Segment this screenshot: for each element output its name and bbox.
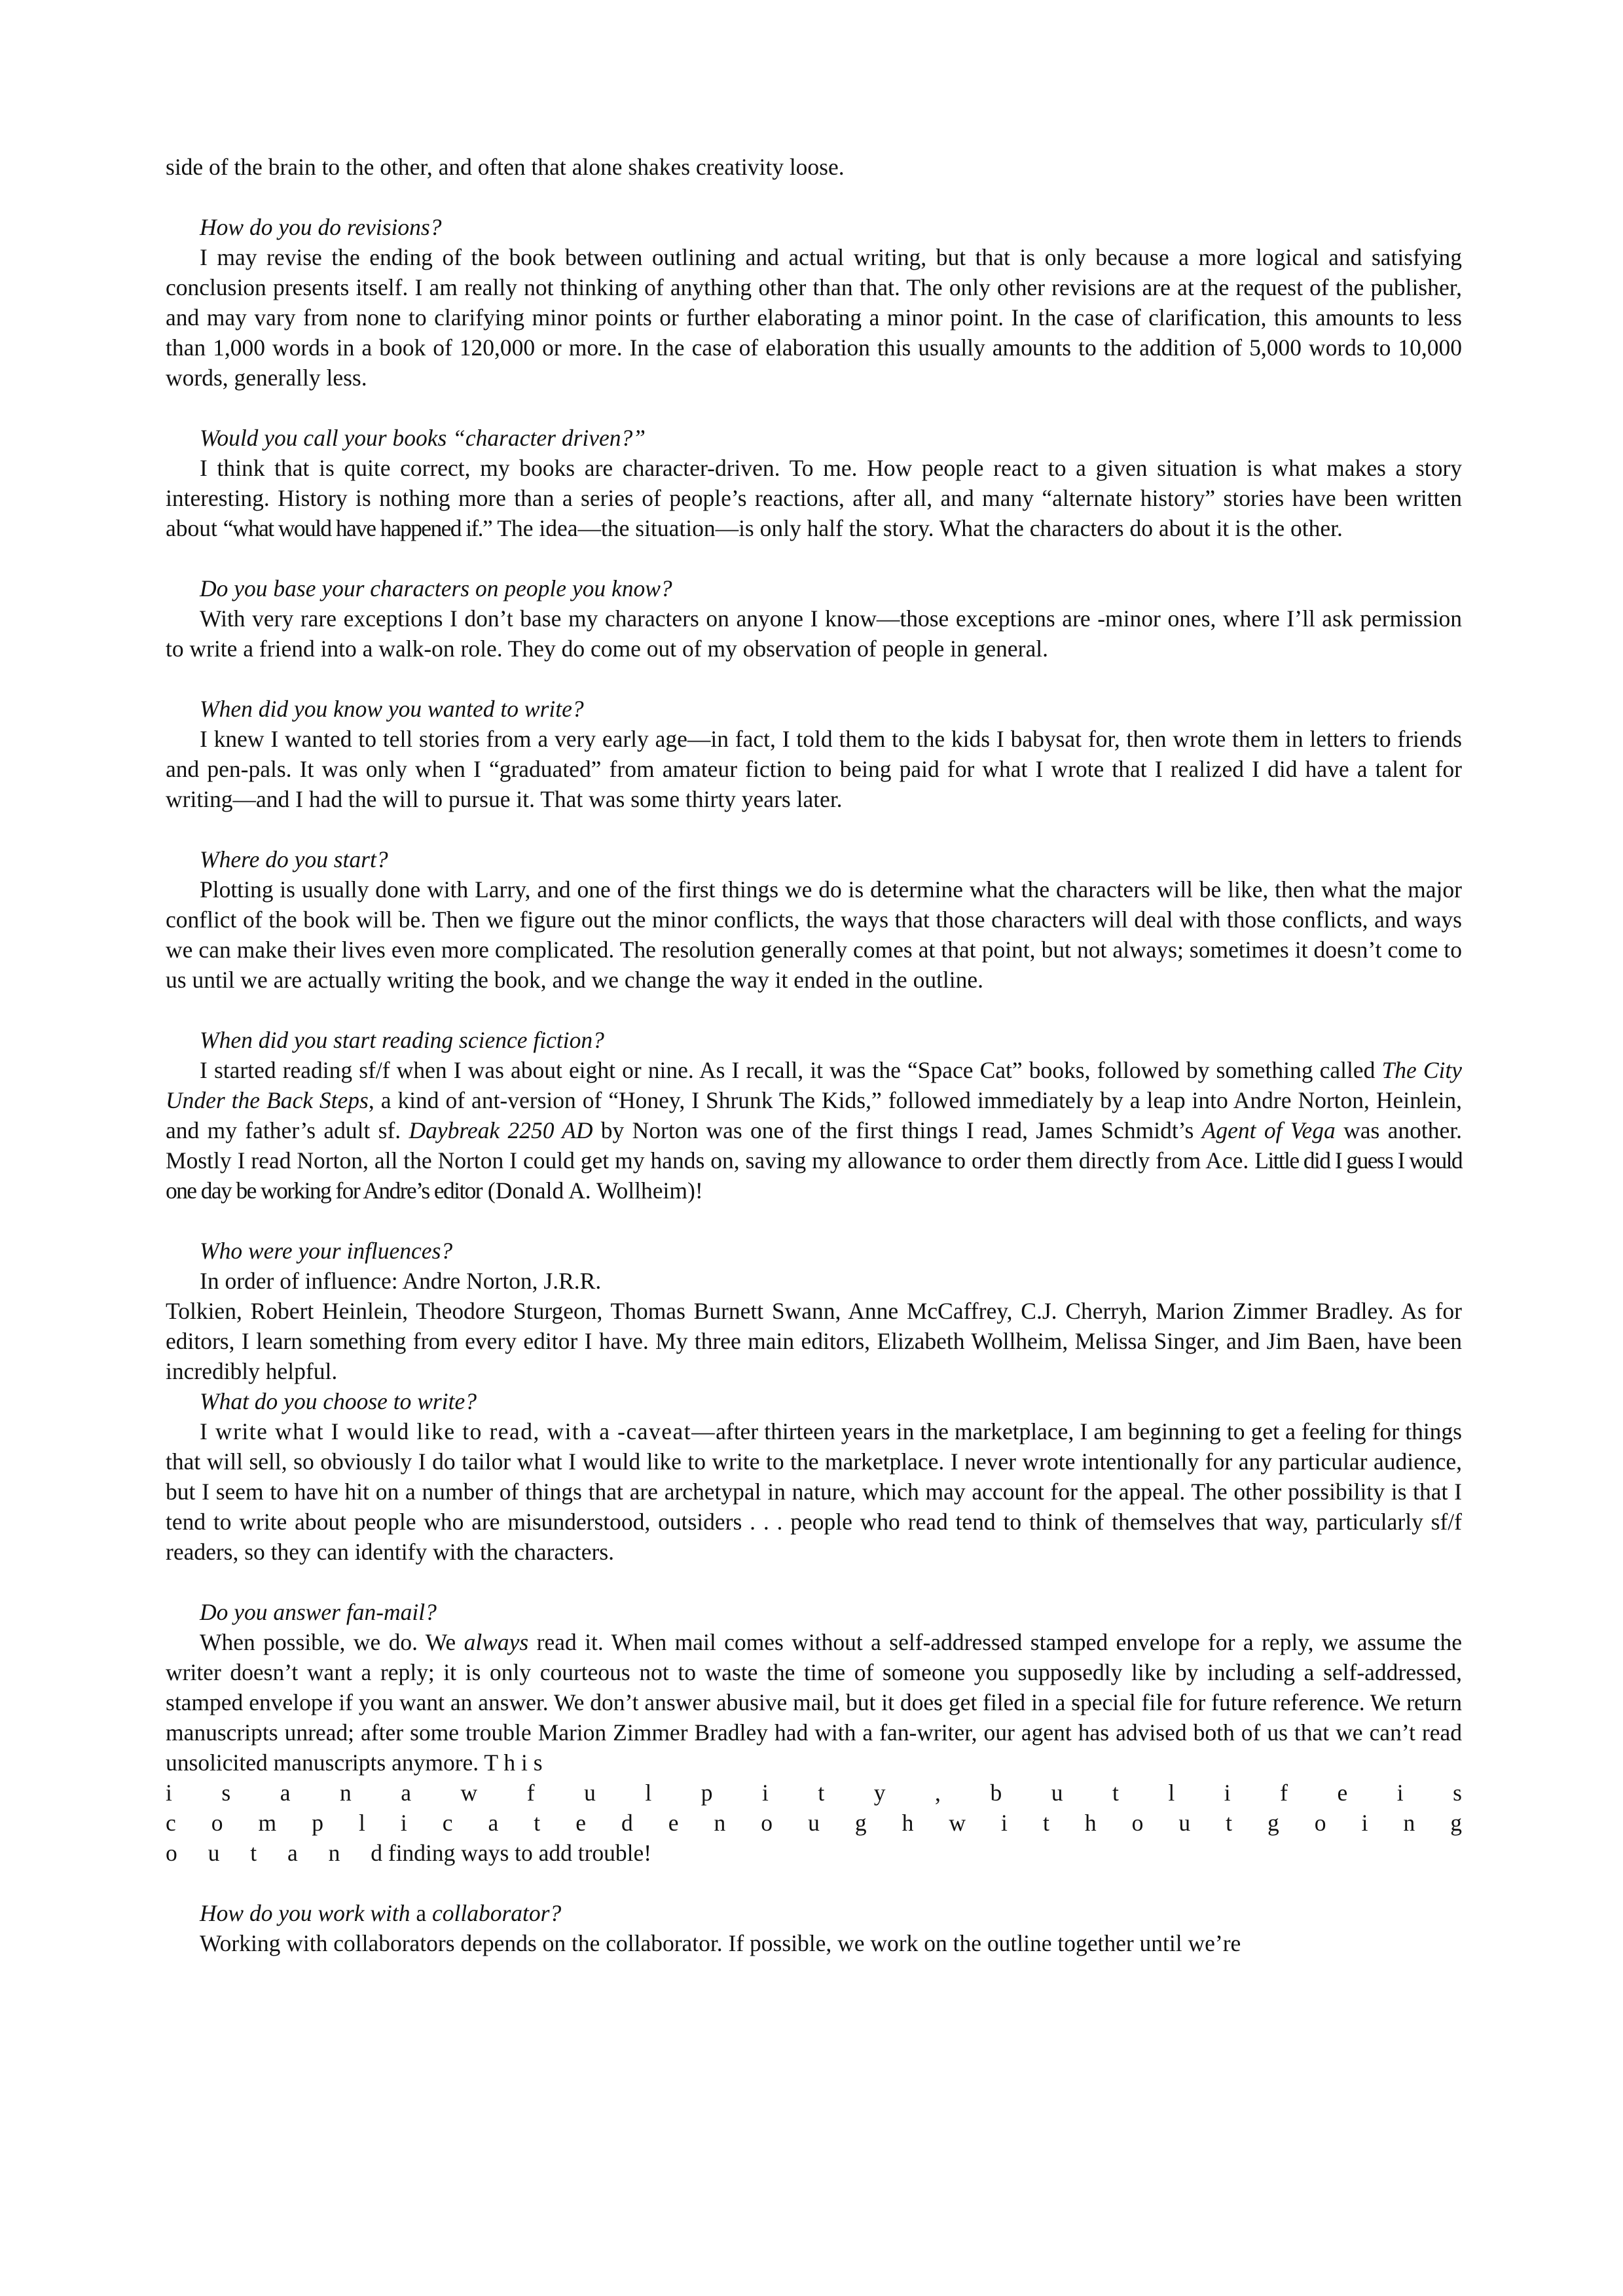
answer-text-condensed: “what would have happened if.” — [223, 515, 492, 541]
question-reading-sf: When did you start reading science fiction? — [200, 1027, 604, 1053]
document-page — [166, 152, 1462, 1958]
answer-reading-sf — [166, 1055, 1462, 1206]
book-title: Daybreak 2250 AD — [409, 1117, 593, 1143]
paragraph-gap — [166, 1868, 1462, 1898]
answer-fan-mail-last-line — [166, 1838, 1462, 1868]
question-text-roman: a — [416, 1900, 427, 1926]
paragraph-gap — [166, 1567, 1462, 1597]
answer-revisions: I may revise the ending of the book between outlining and actual writing, but that is only because a more logical and satisfying conclusion presents itself. I am really not thinking of anything other than that. The only other revisions are at the request of the publisher, and may vary from none to clarifying minor points or further elaborating a minor point. In the case of clarification, this amounts to less than 1,000 words in a book of 120,000 or more. In the case of elaboration this usually amounts to the addition of 5,000 words to 10,000 words, generally less. — [166, 244, 1462, 391]
answer-wanted-to-write: I knew I wanted to tell stories from a very early age—in fact, I told them to the kids I babysat for, then wrote them in letters to friends and pen-pals. It was only when I “graduated” from amateur fiction to being paid for what I wrote that I realized I did have a talent for writing—and I had the will to pursue it. That was some thirty years later. — [166, 726, 1462, 812]
answer-text-spread: o u t a n d — [166, 1840, 382, 1866]
answer-fan-mail — [166, 1627, 1462, 1778]
question-wanted-to-write: When did you know you wanted to write? — [200, 696, 584, 722]
answer-text: after thirteen years in the marketplace, I am beginning to get a feeling for things that will sell, so obviously I do tailor what I would like to write to the marketplace. I never wrote intentionally for any particular audience, but I seem to have hit on a number of things that are archetypal in nature, which may account for the appeal. The other possibility is that I tend to write about people who are misunderstood, outsiders . . . people who read tend to think of themselves that way, particularly sf/f readers, so they can identify with the characters. — [166, 1418, 1462, 1565]
answer-text-spread: T h i s — [484, 1749, 543, 1776]
book-title: Agent of Vega — [1201, 1117, 1336, 1143]
question-base-characters: Do you base your characters on people you know? — [200, 575, 672, 601]
answer-fan-mail-spread-line: i s a n a w f u l p i t y , b u t l i f e i s — [166, 1780, 1462, 1806]
paragraph-gap — [166, 182, 1462, 212]
intro-paragraph: side of the brain to the other, and often that alone shakes creativity loose. — [166, 154, 845, 180]
question-text: How do you work with — [200, 1900, 416, 1926]
answer-collaborator: Working with collaborators depends on the collaborator. If possible, we work on the outline together until we’re — [200, 1930, 1241, 1956]
answer-fan-mail-spread-line: c o m p l i c a t e d e n o u g h w i t h o u t g o i n g — [166, 1810, 1462, 1836]
answer-text: I think that is quite correct, my books are character-driven. To me. How people react to a given situation is what makes a story interesting. History is nothing more than a series of people’s reactions, after all, and many “alternate history” stories have been written about — [166, 455, 1462, 541]
answer-where-start: Plotting is usually done with Larry, and one of the first things we do is determine what the characters will be like, then what the major conflict of the book will be. Then we figure out the minor conflicts, the ways that those characters will deal with those conflicts, and ways we can make their lives even more complicated. The resolution generally comes at that point, but not always; sometimes it doesn’t come to us until we are actually writing the book, and we change the way it ended in the outline. — [166, 876, 1462, 993]
book-title: The City Under the Back Steps — [166, 1057, 1462, 1113]
paragraph-gap — [166, 814, 1462, 844]
question-choose-to-write: What do you choose to write? — [200, 1388, 477, 1414]
answer-text: was another. Mostly I read Norton, all the Norton I could get my hands on, saving my allowance to order them directly from Ace. — [166, 1117, 1462, 1174]
answer-text: finding ways to add trouble! — [382, 1840, 652, 1866]
paragraph-gap — [166, 1206, 1462, 1236]
question-character-driven: Would you call your books “character driven?” — [200, 425, 646, 451]
answer-text: (Donald A. Wollheim)! — [482, 1177, 703, 1204]
paragraph-gap — [166, 995, 1462, 1025]
question-where-start: Where do you start? — [200, 846, 388, 872]
question-collaborator — [166, 1898, 1462, 1928]
paragraph-gap — [166, 393, 1462, 423]
answer-text: I started reading sf/f when I was about eight or nine. As I recall, it was the “Space Cat” books, followed by something called — [200, 1057, 1382, 1083]
answer-choose-to-write — [166, 1416, 1462, 1567]
answer-text: , a kind of ant-version of “Honey, I Shrunk The Kids,” followed immediately by a leap into Andre Norton, Heinlein, and my father’s adult sf. — [166, 1087, 1462, 1143]
question-influences: Who were your influences? — [200, 1238, 453, 1264]
paragraph-gap — [166, 543, 1462, 573]
answer-text: The idea—the situation—is only half the story. What the characters do about it is the other. — [492, 515, 1343, 541]
question-fan-mail: Do you answer fan-mail? — [200, 1599, 437, 1625]
emphasis-text: always — [464, 1629, 529, 1655]
answer-base-characters: With very rare exceptions I don’t base my characters on anyone I know—those exceptions are -minor ones, where I’ll ask permission to write a friend into a walk-on role. They do come out of my observation of people in general. — [166, 605, 1462, 662]
answer-influences-line-2: Tolkien, Robert Heinlein, Theodore Sturgeon, Thomas Burnett Swann, Anne McCaffrey, C.J. Cherryh, Marion Zimmer Bradley. As for editors, I learn something from every editor I have. My three main editors, Elizabeth Wollheim, Melissa Singer, and Jim Baen, have been incredibly helpful. — [166, 1298, 1462, 1384]
answer-influences-line-1: In order of influence: Andre Norton, J.R.R. — [200, 1268, 602, 1294]
question-text: collaborator? — [426, 1900, 562, 1926]
question-revisions: How do you do revisions? — [200, 214, 442, 240]
answer-character-driven — [166, 453, 1462, 543]
answer-text-spaced: I write what I would like to read, with a -caveat— — [200, 1418, 716, 1444]
answer-text: read it. When mail comes without a self-addressed stamped envelope for a reply, we assume the writer doesn’t want a reply; it is only courteous not to waste the time of someone you supposedly like by including a self-addressed, stamped envelope if you want an answer. We don’t answer abusive mail, but it does get filed in a special file for future reference. We return manuscripts unread; after some trouble Marion Zimmer Bradley had with a fan-writer, our agent has advised both of us that we can’t read unsolicited manuscripts anymore. — [166, 1629, 1462, 1776]
paragraph-gap — [166, 664, 1462, 694]
answer-text: by Norton was one of the first things I read, James Schmidt’s — [593, 1117, 1202, 1143]
answer-text: When possible, we do. We — [200, 1629, 464, 1655]
answer-text-condensed: Little did I guess I would one day be working for Andre’s editor — [166, 1147, 1463, 1204]
